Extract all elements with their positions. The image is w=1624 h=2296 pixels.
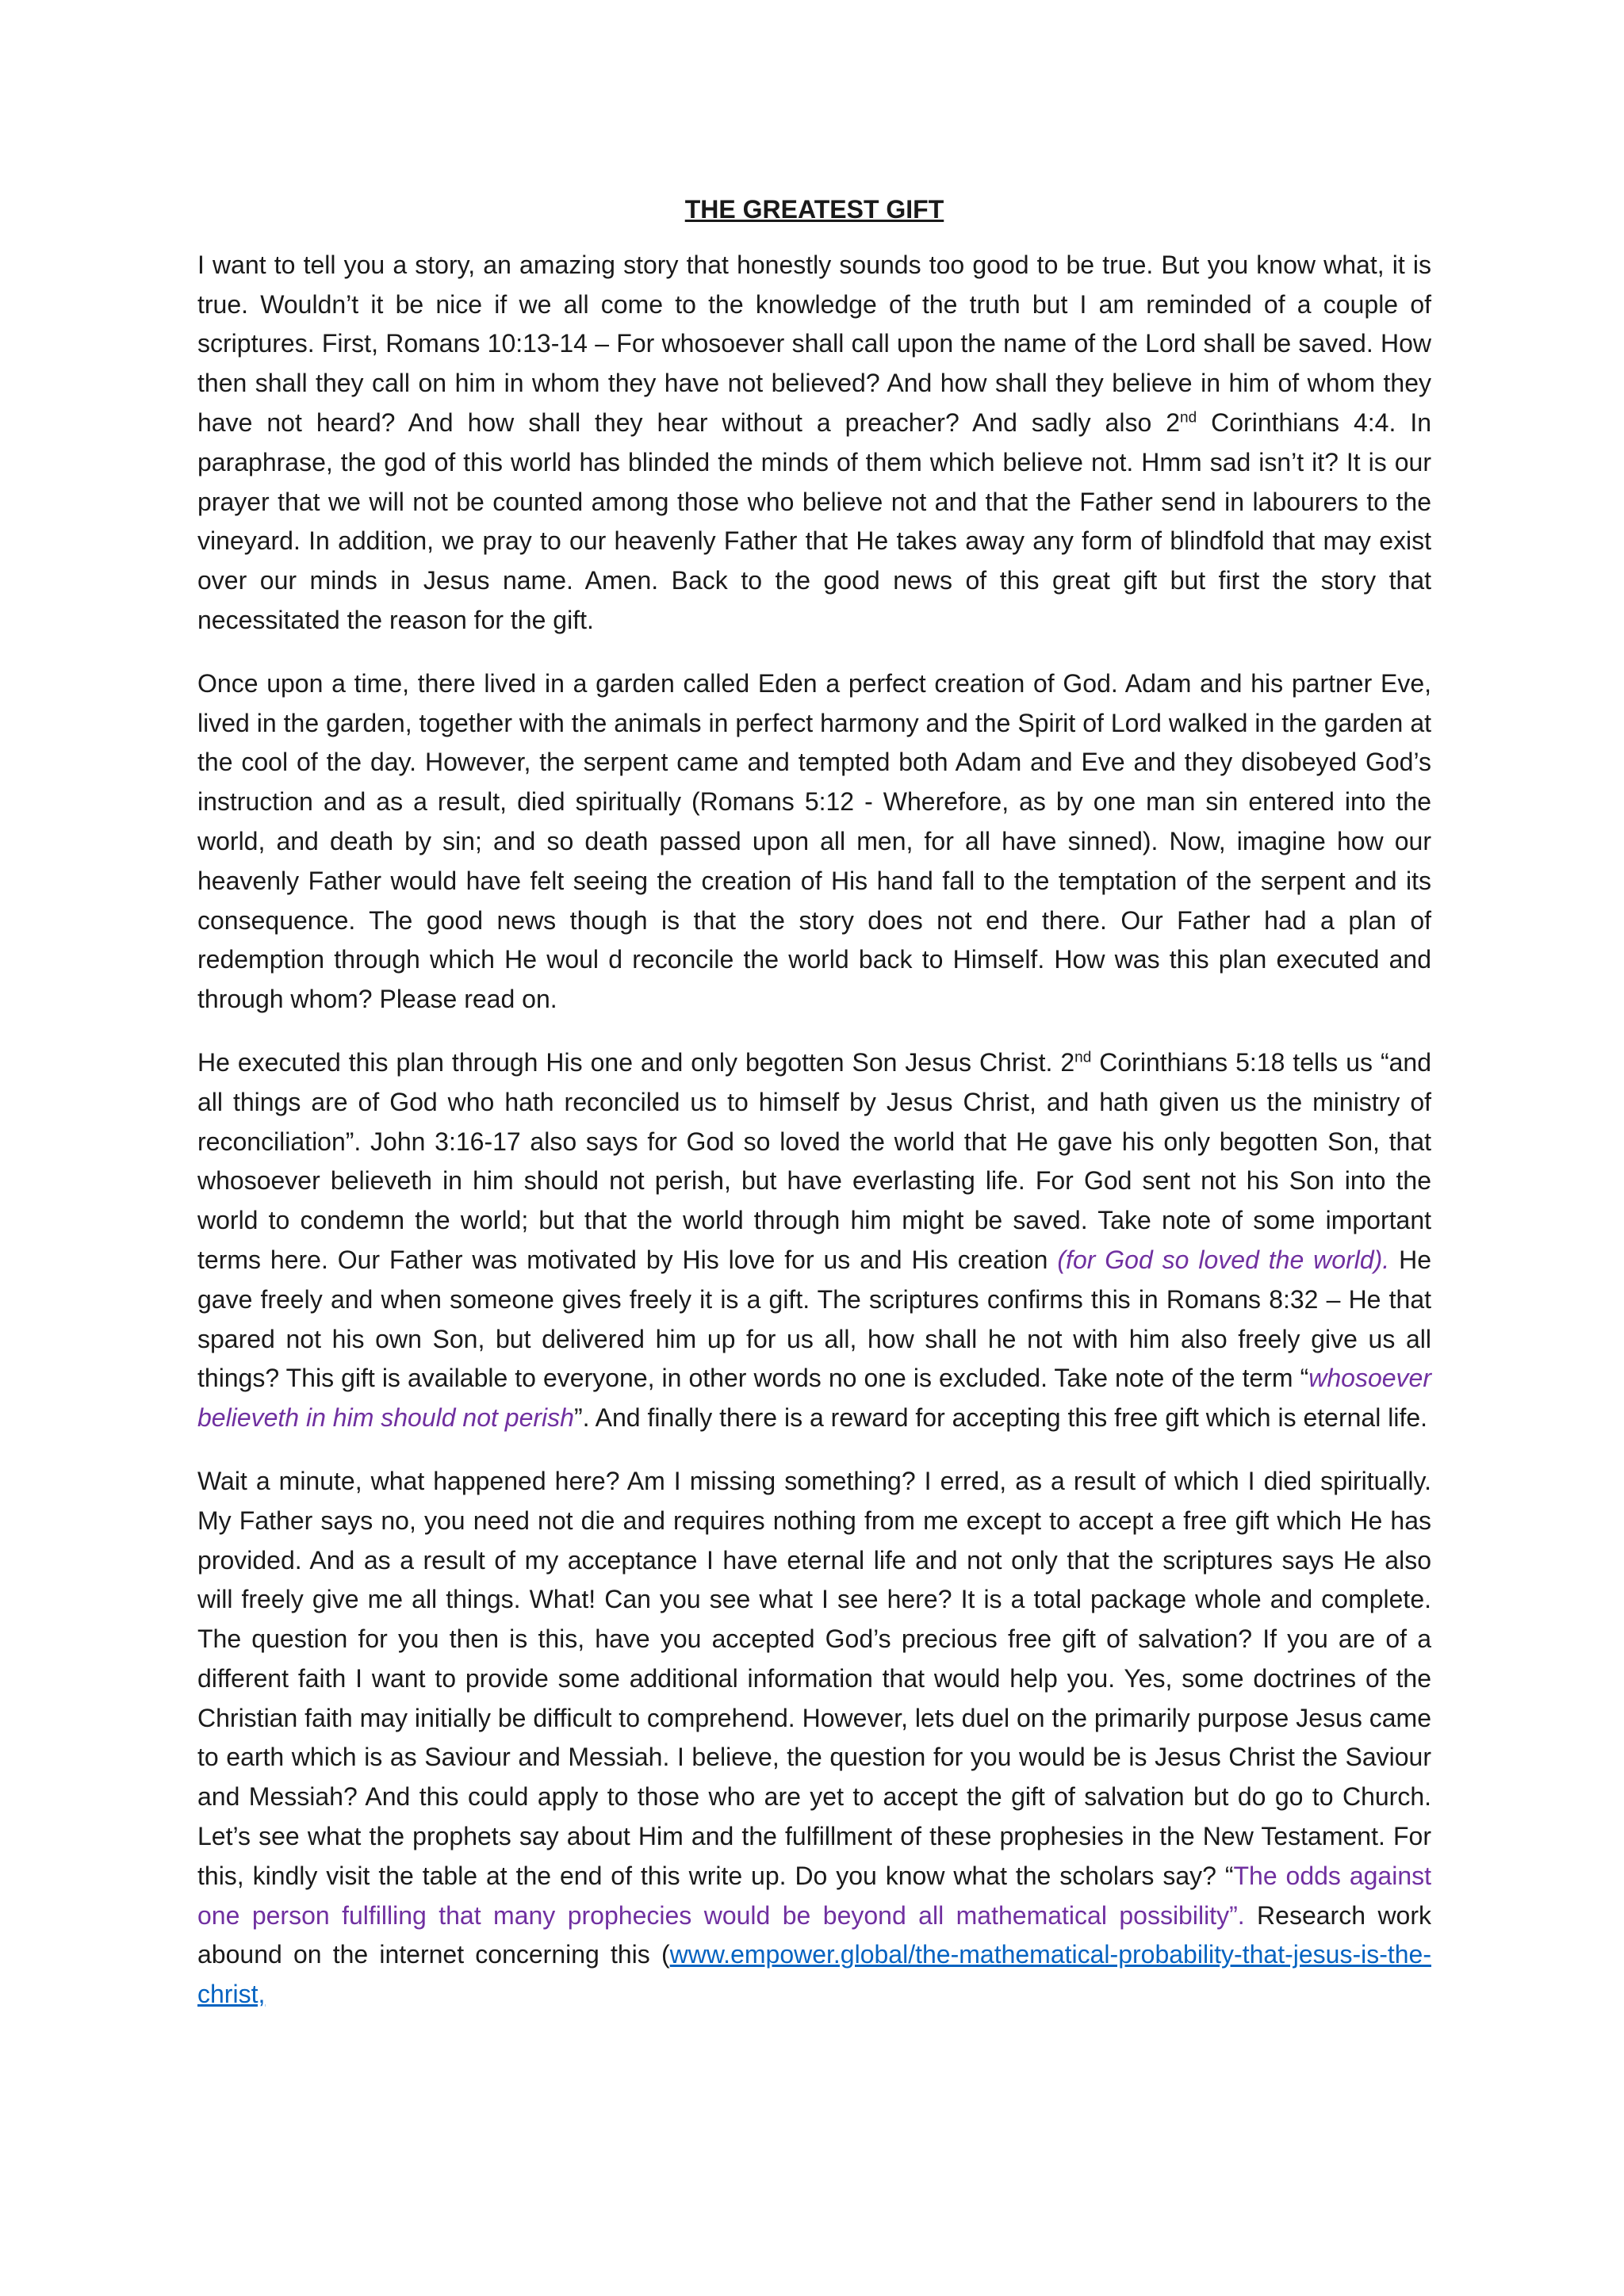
paragraph-3-text-d: He gave freely and when someone gives freely it is a gift. The scriptures confirms this in Romans 8:32 – He that spared not his own Son, but delivered him up for us all, how shall he not with him also freely give us all things? This gift is available to everyone, in other words no one is excluded. Take note of the term “ — [197, 1245, 1432, 1393]
paragraph-1 — [197, 246, 1431, 641]
paragraph-1-text-a: I want to tell you a story, an amazing story that honestly sounds too good to be true. But you know what, it is true. Wouldn’t it be nice if we all come to the knowledge of the truth but I am reminded of a couple of scriptures. First, Romans 10:13-14 – For whosoever shall call upon the name of the Lord shall be saved. How then shall they call on him in whom they have not believed? And how shall they believe in him of whom they have not heard? And how shall they hear without a preacher? And sadly also 2 — [197, 250, 1431, 437]
document-page — [197, 190, 1431, 2038]
emphasis-quote: whosoever believeth in him should not perish — [197, 1364, 1431, 1433]
emphasis-quote: (for God so loved the world). — [1057, 1245, 1390, 1274]
paragraph-3-text-f: ”. And finally there is a reward for accepting this free gift which is eternal life. — [573, 1403, 1428, 1433]
paragraph-3 — [197, 1043, 1431, 1438]
paragraph-4-text-a: Wait a minute, what happened here? Am I missing something? I erred, as a result of which I died spiritually. My Father says no, you need not die and requires nothing from me except to accept a free gift which He has provided. And as a result of my acceptance I have eternal life and not only that the scriptures says He also will freely give me all things. What! Can you see what I see here? It is a total package whole and complete. The question for you then is this, have you accepted God’s precious free gift of salvation? If you are of a different faith I want to provide some additional information that would help you. Yes, some doctrines of the Christian faith may initially be difficult to comprehend. However, lets duel on the primarily purpose Jesus came to earth which is as Saviour and Messiah. I believe, the question for you would be is Jesus Christ the Saviour and Messiah? And this could apply to those who are yet to accept the gift of salvation but do go to Church. Let’s see what the prophets say about Him and the fulfillment of these prophesies in the New Testament. For this, kindly visit the table at the end of this write up. Do you know what the scholars say? “ — [197, 1466, 1431, 1890]
paragraph-4 — [197, 1462, 1431, 2015]
scholar-quote: The odds against one person fulfilling that many prophecies would be beyond all mathematical possibility”. — [197, 1861, 1432, 1930]
superscript-nd: nd — [1180, 409, 1197, 427]
paragraph-2: Once upon a time, there lived in a garden called Eden a perfect creation of God. Adam and his partner Eve, lived in the garden, together with the animals in perfect harmony and the Spirit of Lord walked in the garden at the cool of the day. However, the serpent came and tempted both Adam and Eve and they disobeyed God’s instruction and as a result, died spiritually (Romans 5:12 - Wherefore, as by one man sin entered into the world, and death by sin; and so death passed upon all men, for all have sinned). Now, imagine how our heavenly Father would have felt seeing the creation of His hand fall to the temptation of the serpent and its consequence. The good news though is that the story does not end there. Our Father had a plan of redemption through which He woul d reconcile the world back to Himself. How was this plan executed and through whom? Please read on. — [197, 668, 1431, 1014]
paragraph-3-text-b: Corinthians 5:18 tells us “and all things are of God who hath reconciled us to himself by Jesus Christ, and hath given us the ministry of reconciliation”. John 3:16-17 also says for God so loved the world that He gave his only begotten Son, that whosoever believeth in him should not perish, but have everlasting life. For God sent not his Son into the world to condemn the world; but that the world through him might be saved. Take note of some important terms here. Our Father was motivated by His love for us and His creation — [197, 1047, 1432, 1274]
paragraph-3-text-a: He executed this plan through His one and only begotten Son Jesus Christ. 2 — [197, 1047, 1075, 1077]
paragraph-1-text-b: Corinthians 4:4. In paraphrase, the god of this world has blinded the minds of them which believe not. Hmm sad isn’t it? It is our prayer that we will not be counted among those who believe not and that the Father send in labourers to the vineyard. In addition, we pray to our heavenly Father that He takes away any form of blindfold that may exist over our minds in Jesus name. Amen. Back to the good news of this great gift but first the story that necessitated the reason for the gift. — [197, 408, 1432, 634]
paragraph-4-text-c: Research work abound on the internet concerning this ( — [197, 1900, 1432, 1969]
superscript-nd: nd — [1074, 1049, 1092, 1066]
external-link[interactable]: www.empower.global/the-mathematical-probability-that-jesus-is-the-christ, — [197, 1940, 1431, 2009]
page-title: THE GREATEST GIFT — [684, 195, 944, 224]
